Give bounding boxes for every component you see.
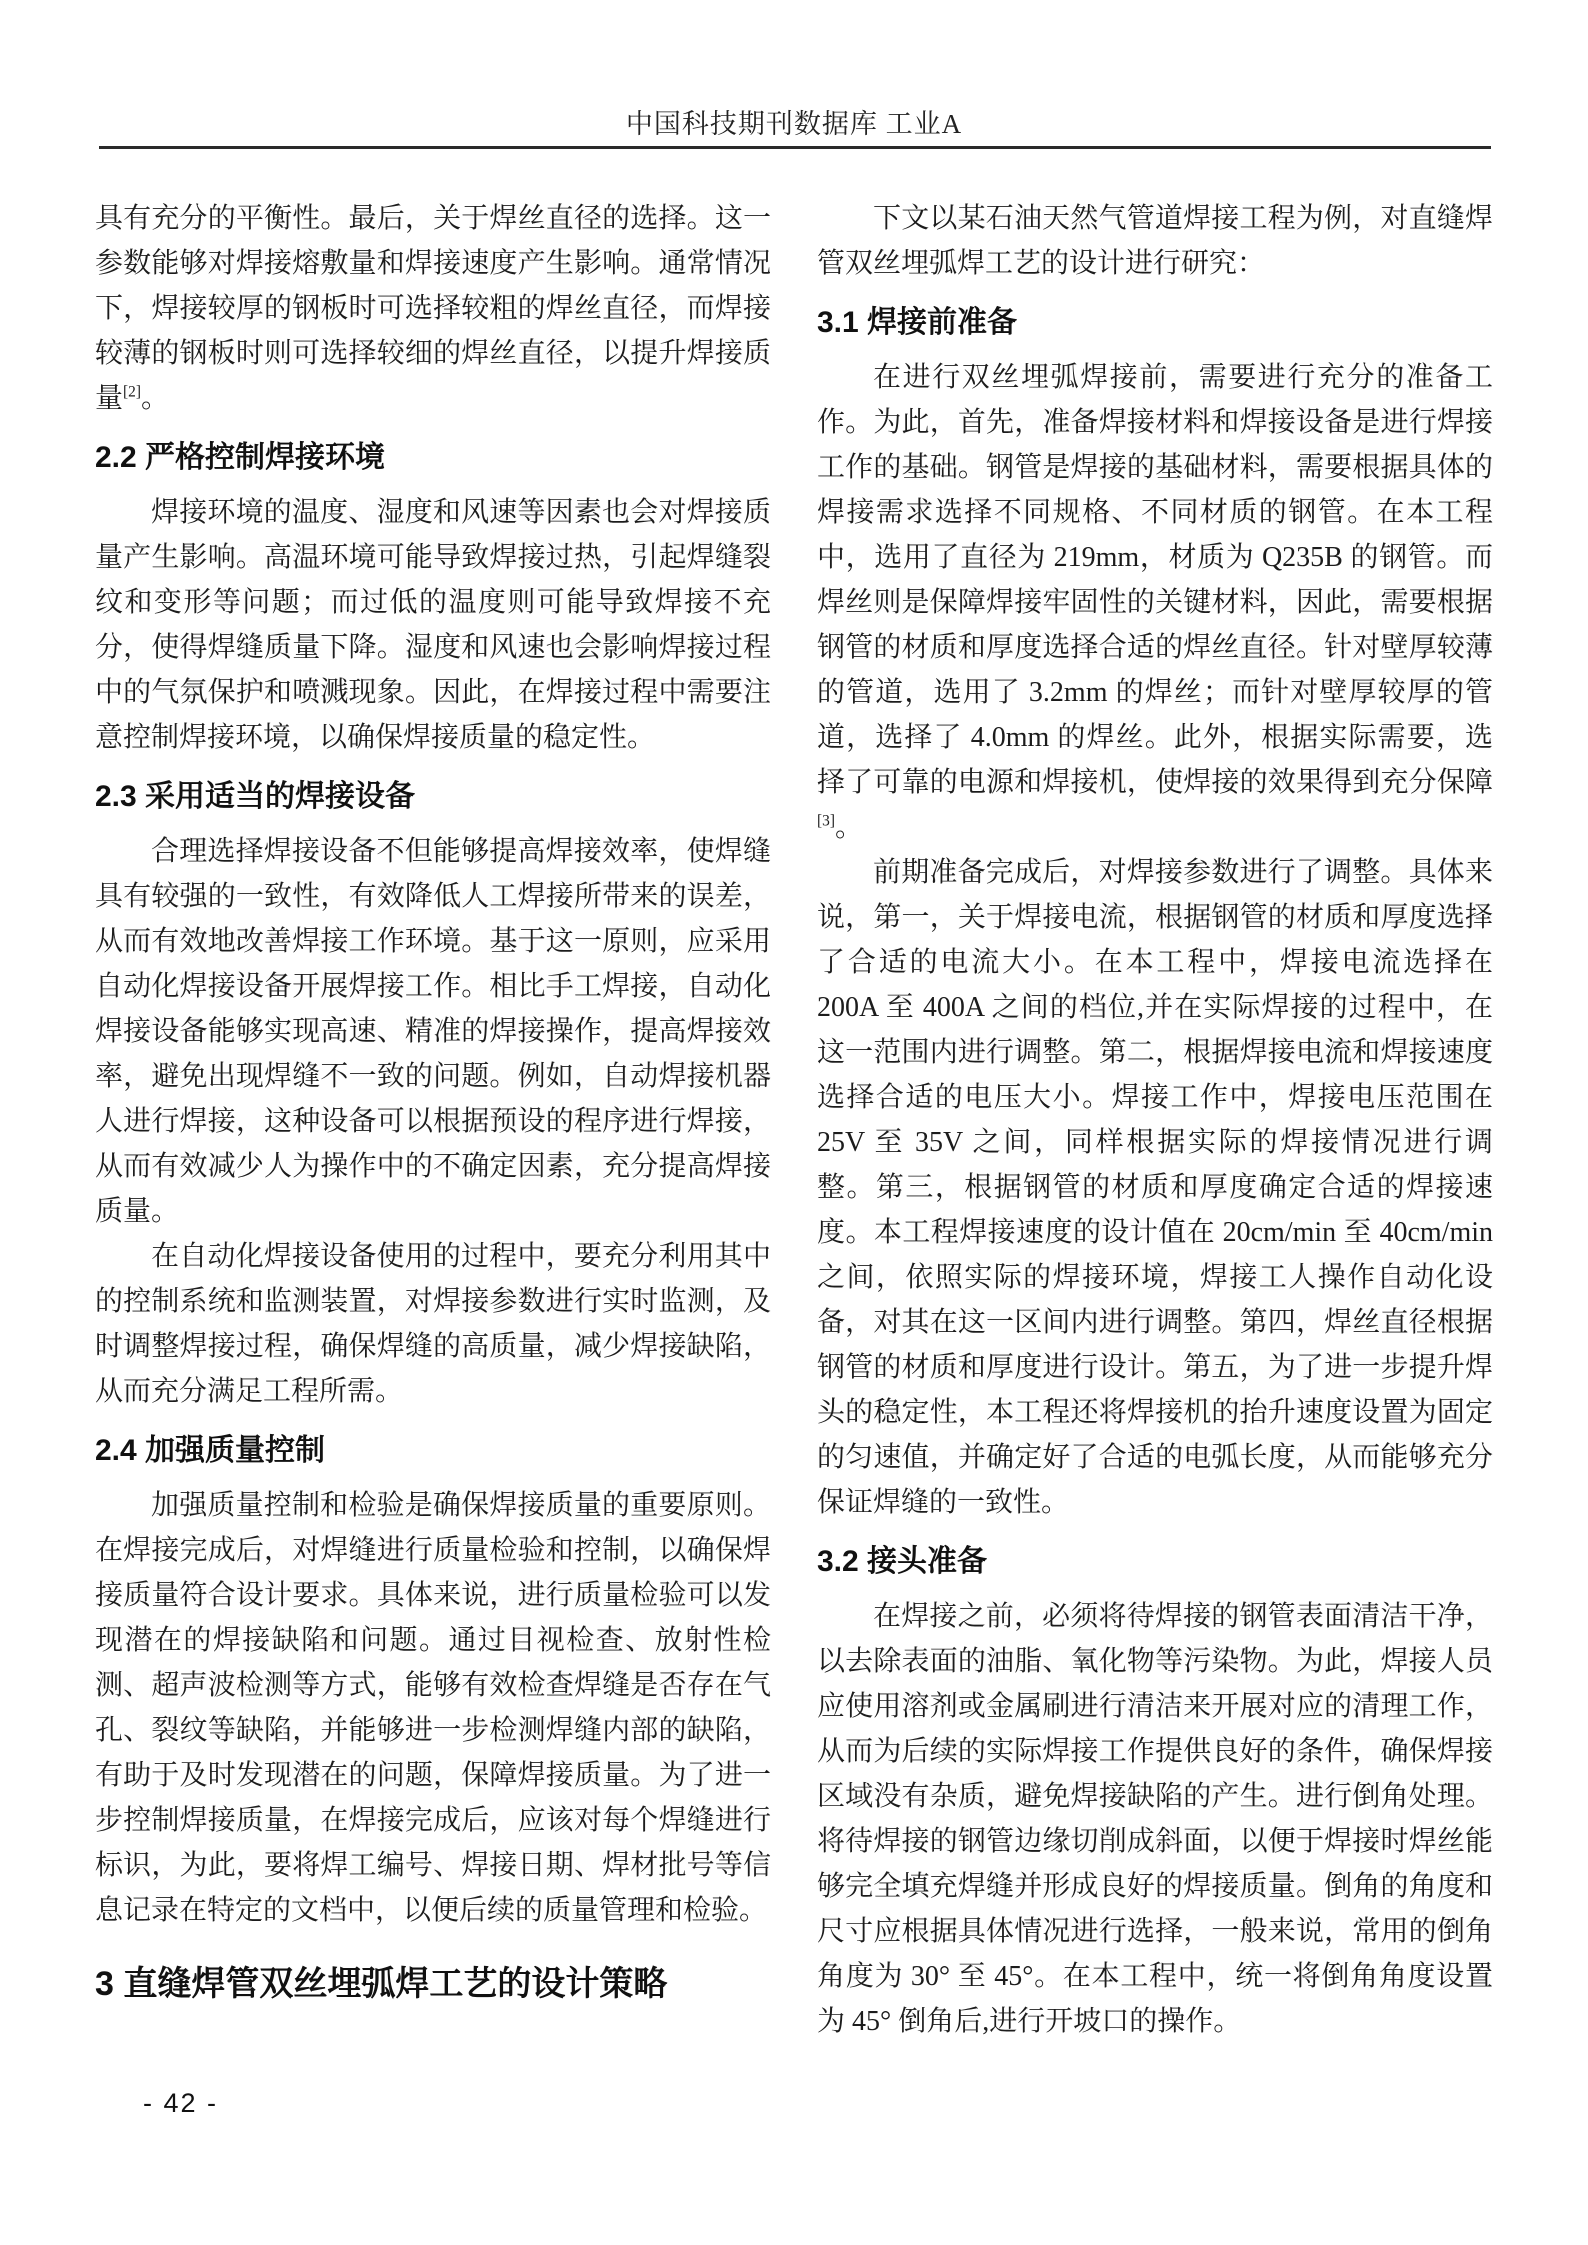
two-column-body [95,196,1493,2044]
paragraph: 在焊接之前，必须将待焊接的钢管表面清洁干净，以去除表面的油脂、氧化物等污染物。为此，焊接人员应使用溶剂或金属刷进行清洁来开展对应的清理工作，从而为后续的实际焊接工作提供良好的条件，确保焊接区域没有杂质，避免焊接缺陷的产生。进行倒角处理。将待焊接的钢管边缘切削成斜面，以便于焊接时焊丝能够完全填充焊缝并形成良好的焊接质量。倒角的角度和尺寸应根据具体情况进行选择，一般来说，常用的倒角角度为 30° 至 45°。在本工程中，统一将倒角角度设置为 45° 倒角后,进行开坡口的操作。 [817,1601,1493,2037]
paragraph: 加强质量控制和检验是确保焊接质量的重要原则。在焊接完成后，对焊缝进行质量检验和控制，以确保焊接质量符合设计要求。具体来说，进行质量检验可以发现潜在的焊接缺陷和问题。通过目视检查、放射性检测、超声波检测等方式，能够有效检查焊缝是否存在气孔、裂纹等缺陷，并能够进一步检测焊缝内部的缺陷，有助于及时发现潜在的问题，保障焊接质量。为了进一步控制焊接质量，在焊接完成后，应该对每个焊缝进行标识，为此，要将焊工编号、焊接日期、焊材批号等信息记录在特定的文档中，以便后续的质量管理和检验。 [95,1490,771,1926]
header-divider-rule [99,146,1491,149]
section-heading-2-2: 2.2 严格控制焊接环境 [95,441,386,474]
left-column [95,196,771,2044]
section-heading-3: 3 直缝焊管双丝埋弧焊工艺的设计策略 [95,1965,668,2003]
section-heading-3-1: 3.1 焊接前准备 [817,306,1018,339]
paragraph: 合理选择焊接设备不但能够提高焊接效率，使焊缝具有较强的一致性，有效降低人工焊接所带来的误差，从而有效地改善焊接工作环境。基于这一原则，应采用自动化焊接设备开展焊接工作。相比手工焊接，自动化焊接设备能够实现高速、精准的焊接操作，提高焊接效率，避免出现焊缝不一致的问题。例如，自动焊接机器人进行焊接，这种设备可以根据预设的程序进行焊接，从而有效减少人为操作中的不确定因素，充分提高焊接质量。 [95,836,771,1227]
page-number: - 42 - [143,2088,219,2118]
citation-ref-2: [2] [123,383,141,401]
paragraph: 下文以某石油天然气管道焊接工程为例，对直缝焊管双丝埋弧焊工艺的设计进行研究： [817,203,1493,279]
paragraph [817,355,1493,850]
section-heading-2-4: 2.4 加强质量控制 [95,1434,326,1467]
paragraph: 焊接环境的温度、湿度和风速等因素也会对焊接质量产生影响。高温环境可能导致焊接过热，引起焊缝裂纹和变形等问题；而过低的温度则可能导致焊接不充分，使得焊缝质量下降。湿度和风速也会影响焊接过程中的气氛保护和喷溅现象。因此，在焊接过程中需要注意控制焊接环境，以确保焊接质量的稳定性。 [95,497,771,753]
paragraph-text: 。 [834,812,863,843]
paragraph-continuation [95,196,771,421]
citation-ref-3: [3] [817,812,835,830]
section-heading-3-2: 3.2 接头准备 [817,1545,988,1578]
section-heading-2-3: 2.3 采用适当的焊接设备 [95,780,416,813]
paragraph: 在自动化焊接设备使用的过程中，要充分利用其中的控制系统和监测装置，对焊接参数进行实时监测，及时调整焊接过程，确保焊缝的高质量，减少焊接缺陷，从而充分满足工程所需。 [95,1241,771,1407]
paragraph-text: 具有充分的平衡性。最后，关于焊丝直径的选择。这一参数能够对焊接熔敷量和焊接速度产生影响。通常情况下，焊接较厚的钢板时可选择较粗的焊丝直径，而焊接较薄的钢板时则可选择较细的焊丝直径，以提升焊接质量 [95,203,771,414]
paragraph-text: 在进行双丝埋弧焊接前，需要进行充分的准备工作。为此，首先，准备焊接材料和焊接设备是进行焊接工作的基础。钢管是焊接的基础材料，需要根据具体的焊接需求选择不同规格、不同材质的钢管。在本工程中，选用了直径为 219mm，材质为 Q235B 的钢管。而焊丝则是保障焊接牢固性的关键材料，因此，需要根据钢管的材质和厚度选择合适的焊丝直径。针对壁厚较薄的管道，选用了 3.2mm 的焊丝；而针对壁厚较厚的管道，选择了 4.0mm 的焊丝。此外，根据实际需要，选择了可靠的电源和焊接机，使焊接的效果得到充分保障 [817,362,1493,798]
right-column [817,196,1493,2044]
page-header-journal-line: 中国科技期刊数据库 工业A [625,109,963,139]
paragraph: 前期准备完成后，对焊接参数进行了调整。具体来说，第一，关于焊接电流，根据钢管的材质和厚度选择了合适的电流大小。在本工程中，焊接电流选择在 200A 至 400A 之间的档位,并在实际焊接的过程中，在这一范围内进行调整。第二，根据焊接电流和焊接速度选择合适的电压大小。焊接工作中，焊接电压范围在 25V 至 35V 之间，同样根据实际的焊接情况进行调整。第三，根据钢管的材质和厚度确定合适的焊接速度。本工程焊接速度的设计值在 20cm/min 至 40cm/min 之间，依照实际的焊接环境，焊接工人操作自动化设备，对其在这一区间内进行调整。第四，焊丝直径根据钢管的材质和厚度进行设计。第五，为了进一步提升焊头的稳定性，本工程还将焊接机的抬升速度设置为固定的匀速值，并确定好了合适的电弧长度，从而能够充分保证焊缝的一致性。 [817,857,1493,1518]
paragraph-text: 。 [140,383,169,414]
